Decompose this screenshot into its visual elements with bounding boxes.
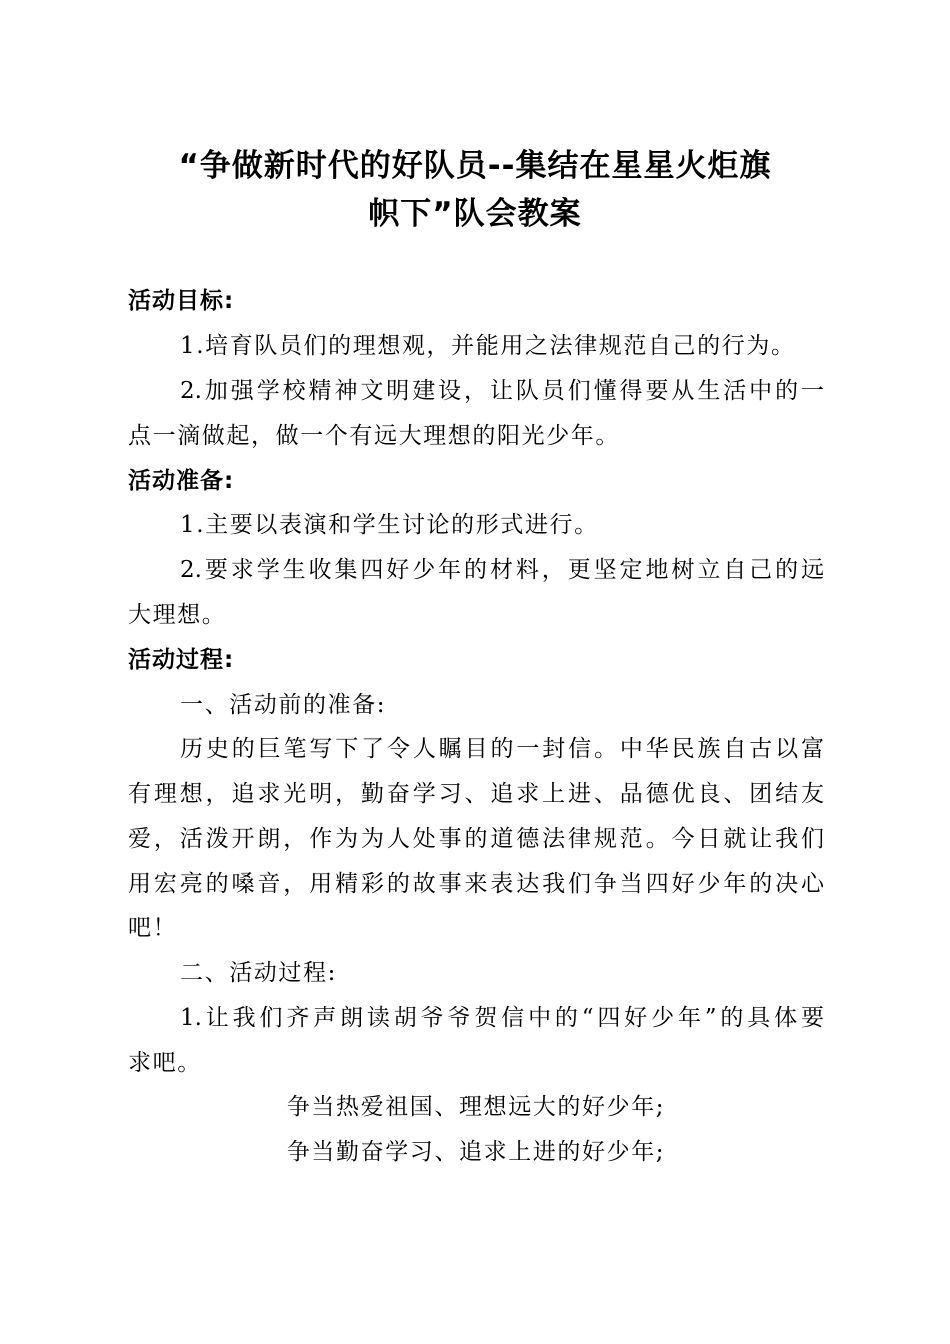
goal-item-2-line-1: 2.加强学校精神文明建设，让队员们懂得要从生活中的一 — [180, 378, 824, 404]
process-paragraph-line-5: 吧！ — [128, 915, 178, 941]
process-paragraph-line-1: 历史的巨笔写下了令人瞩目的一封信。中华民族自古以富 — [180, 736, 824, 762]
process-step-1-line-1: 1.让我们齐声朗读胡爷爷贺信中的“四好少年”的具体要 — [180, 1005, 824, 1031]
process-paragraph-line-4: 用宏亮的嗓音，用精彩的故事来表达我们争当四好少年的决心 — [128, 871, 824, 897]
process-paragraph-line-3: 爱，活泼开朗，作为为人处事的道德法律规范。今日就让我们 — [128, 826, 824, 852]
prep-item-1: 1.主要以表演和学生讨论的形式进行。 — [180, 512, 599, 538]
process-section-2: 二、活动过程: — [180, 960, 337, 986]
process-step-1-line-2: 求吧。 — [128, 1050, 202, 1076]
process-paragraph-line-2: 有理想，追求光明，勤奋学习、追求上进、品德优良、团结友 — [128, 781, 824, 807]
prep-heading: 活动准备: — [128, 468, 235, 494]
verse-line-1: 争当热爱祖国、理想远大的好少年; — [286, 1094, 666, 1120]
document-title-line-1: “争做新时代的好队员--集结在星星火炬旗 — [178, 148, 772, 184]
process-heading: 活动过程: — [128, 647, 235, 673]
goal-item-2-line-2: 点一滴做起，做一个有远大理想的阳光少年。 — [128, 423, 620, 449]
process-section-1: 一、活动前的准备: — [180, 692, 387, 718]
prep-item-2-line-1: 2.要求学生收集四好少年的材料，更坚定地树立自己的远 — [180, 557, 824, 583]
verse-line-2: 争当勤奋学习、追求上进的好少年; — [286, 1139, 666, 1165]
goal-heading: 活动目标: — [128, 288, 235, 314]
goal-item-1: 1.培育队员们的理想观，并能用之法律规范自己的行为。 — [180, 333, 796, 359]
document-title-line-2: 帜下”队会教案 — [368, 196, 582, 232]
prep-item-2-line-2: 大理想。 — [128, 602, 227, 628]
